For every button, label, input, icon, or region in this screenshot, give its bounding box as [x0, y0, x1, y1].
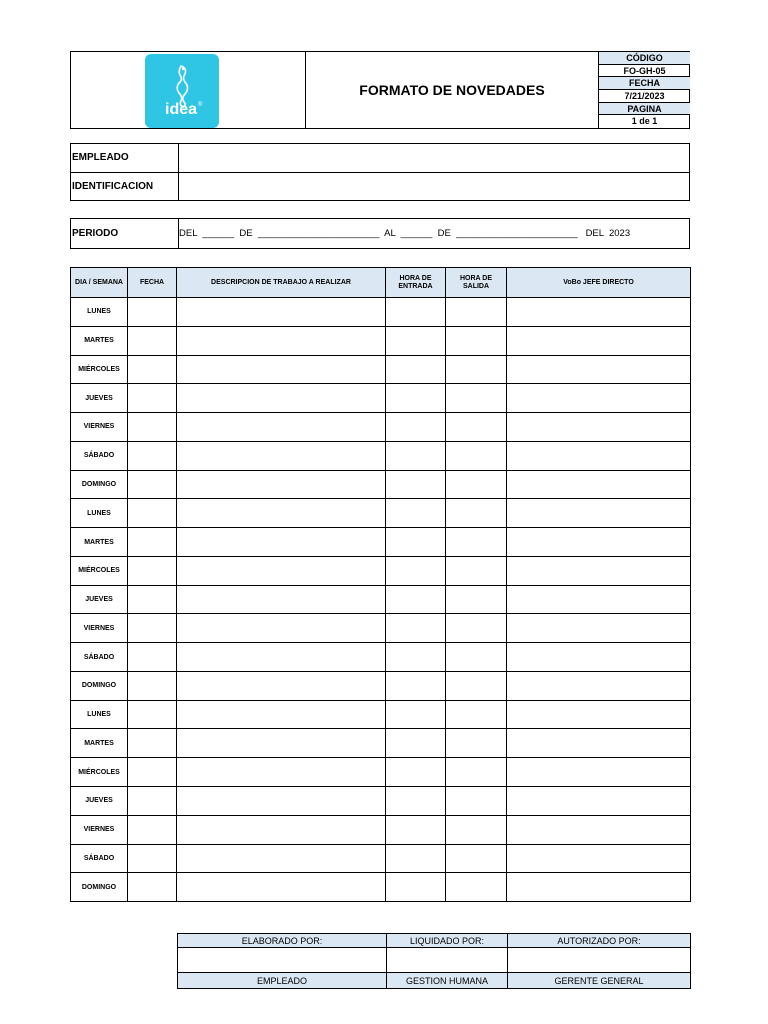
code-label: CÓDIGO — [599, 52, 690, 65]
description-cell[interactable] — [177, 815, 386, 844]
date-cell[interactable] — [128, 815, 177, 844]
exit-time-cell[interactable] — [446, 470, 507, 499]
approval-cell[interactable] — [507, 758, 691, 787]
description-cell[interactable] — [177, 585, 386, 614]
table-row — [71, 585, 691, 614]
authorized-by-label: AUTORIZADO POR: — [508, 934, 691, 948]
date-cell[interactable] — [128, 873, 177, 902]
approval-cell[interactable] — [507, 298, 691, 327]
exit-time-cell[interactable] — [446, 355, 507, 384]
employee-name-label: EMPLEADO — [72, 144, 179, 172]
approval-cell[interactable] — [507, 844, 691, 873]
exit-time-cell[interactable] — [446, 729, 507, 758]
entry-time-cell[interactable] — [386, 787, 446, 816]
exit-time-cell[interactable] — [446, 671, 507, 700]
table-row — [71, 298, 691, 327]
day-cell: JUEVES — [71, 384, 128, 413]
entry-time-cell[interactable] — [386, 671, 446, 700]
table-row — [71, 787, 691, 816]
day-cell: MARTES — [71, 528, 128, 557]
entry-time-cell[interactable] — [386, 355, 446, 384]
entry-time-cell[interactable] — [386, 873, 446, 902]
entry-time-cell[interactable] — [386, 326, 446, 355]
description-cell[interactable] — [177, 758, 386, 787]
description-cell[interactable] — [177, 844, 386, 873]
employee-section — [70, 143, 690, 201]
header-exit-time: HORA DE SALIDA — [446, 268, 507, 298]
employee-role: EMPLEADO — [178, 973, 387, 989]
prepared-by-signature[interactable] — [178, 948, 387, 973]
table-row — [71, 700, 691, 729]
description-cell[interactable] — [177, 355, 386, 384]
date-cell[interactable] — [128, 844, 177, 873]
exit-time-cell[interactable] — [446, 413, 507, 442]
description-cell[interactable] — [177, 614, 386, 643]
entry-time-cell[interactable] — [386, 758, 446, 787]
signature-header-row — [178, 934, 691, 948]
entry-time-cell[interactable] — [386, 729, 446, 758]
table-row — [71, 556, 691, 585]
approval-cell[interactable] — [507, 556, 691, 585]
code-value: FO-GH-05 — [599, 65, 690, 78]
date-cell[interactable] — [128, 326, 177, 355]
description-cell[interactable] — [177, 298, 386, 327]
date-cell[interactable] — [128, 787, 177, 816]
day-cell: DOMINGO — [71, 873, 128, 902]
description-cell[interactable] — [177, 528, 386, 557]
header-entry-time: HORA DE ENTRADA — [386, 268, 446, 298]
entry-time-cell[interactable] — [386, 441, 446, 470]
document-control-box — [598, 52, 690, 128]
exit-time-cell[interactable] — [446, 298, 507, 327]
description-cell[interactable] — [177, 671, 386, 700]
description-cell[interactable] — [177, 643, 386, 672]
approval-cell[interactable] — [507, 815, 691, 844]
exit-time-cell[interactable] — [446, 556, 507, 585]
date-label: FECHA — [599, 77, 690, 90]
table-row — [71, 470, 691, 499]
date-cell[interactable] — [128, 643, 177, 672]
period-line[interactable]: DEL ______ DE _______________________ AL ______ DE _______________________ DEL 2023 — [179, 228, 631, 239]
day-cell: LUNES — [71, 298, 128, 327]
day-cell: MIÉRCOLES — [71, 556, 128, 585]
period-section — [70, 218, 690, 249]
exit-time-cell[interactable] — [446, 441, 507, 470]
prepared-by-label: ELABORADO POR: — [178, 934, 387, 948]
description-cell[interactable] — [177, 326, 386, 355]
general-manager-role: GERENTE GENERAL — [508, 973, 691, 989]
approval-cell[interactable] — [507, 585, 691, 614]
date-value: 7/21/2023 — [599, 90, 690, 103]
table-row — [71, 671, 691, 700]
date-cell[interactable] — [128, 528, 177, 557]
period-label: PERIODO — [72, 219, 179, 248]
header-description: DESCRIPCION DE TRABAJO A REALIZAR — [177, 268, 386, 298]
approval-cell[interactable] — [507, 470, 691, 499]
employee-name-row[interactable] — [71, 144, 689, 173]
employee-id-label: IDENTIFICACION — [72, 173, 179, 202]
settled-by-signature[interactable] — [387, 948, 508, 973]
day-cell: SÁBADO — [71, 643, 128, 672]
document-header — [70, 51, 690, 129]
table-row — [71, 614, 691, 643]
approval-cell[interactable] — [507, 729, 691, 758]
date-cell[interactable] — [128, 470, 177, 499]
entry-time-cell[interactable] — [386, 700, 446, 729]
table-row — [71, 441, 691, 470]
date-cell[interactable] — [128, 355, 177, 384]
approval-cell[interactable] — [507, 355, 691, 384]
date-cell[interactable] — [128, 700, 177, 729]
entry-time-cell[interactable] — [386, 413, 446, 442]
description-cell[interactable] — [177, 873, 386, 902]
approval-cell[interactable] — [507, 528, 691, 557]
description-cell[interactable] — [177, 470, 386, 499]
entry-time-cell[interactable] — [386, 384, 446, 413]
day-cell: DOMINGO — [71, 470, 128, 499]
day-cell: VIERNES — [71, 614, 128, 643]
signature-table — [177, 933, 691, 989]
exit-time-cell[interactable] — [446, 499, 507, 528]
table-row — [71, 528, 691, 557]
table-row — [71, 758, 691, 787]
date-cell[interactable] — [128, 556, 177, 585]
approval-cell[interactable] — [507, 326, 691, 355]
day-cell: MIÉRCOLES — [71, 758, 128, 787]
approval-cell[interactable] — [507, 671, 691, 700]
day-cell: SÁBADO — [71, 441, 128, 470]
approval-cell[interactable] — [507, 499, 691, 528]
signature-space-row — [178, 948, 691, 973]
entry-time-cell[interactable] — [386, 470, 446, 499]
exit-time-cell[interactable] — [446, 585, 507, 614]
day-cell: DOMINGO — [71, 671, 128, 700]
table-row — [71, 355, 691, 384]
company-logo — [145, 54, 219, 128]
description-cell[interactable] — [177, 787, 386, 816]
table-row — [71, 873, 691, 902]
day-cell: VIERNES — [71, 413, 128, 442]
date-cell[interactable] — [128, 614, 177, 643]
date-cell[interactable] — [128, 413, 177, 442]
table-row — [71, 413, 691, 442]
approval-cell[interactable] — [507, 873, 691, 902]
exit-time-cell[interactable] — [446, 758, 507, 787]
approval-cell[interactable] — [507, 700, 691, 729]
table-row — [71, 815, 691, 844]
page-value: 1 de 1 — [631, 116, 658, 127]
entry-time-cell[interactable] — [386, 298, 446, 327]
day-cell: MIÉRCOLES — [71, 355, 128, 384]
table-header-row — [71, 268, 691, 298]
authorized-by-signature[interactable] — [508, 948, 691, 973]
approval-cell[interactable] — [507, 614, 691, 643]
exit-time-cell[interactable] — [446, 326, 507, 355]
settled-by-label: LIQUIDADO POR: — [387, 934, 508, 948]
approval-cell[interactable] — [507, 643, 691, 672]
entry-time-cell[interactable] — [386, 556, 446, 585]
employee-id-row[interactable] — [71, 173, 689, 202]
description-cell[interactable] — [177, 556, 386, 585]
entry-time-cell[interactable] — [386, 643, 446, 672]
header-day: DIA / SEMANA — [71, 268, 128, 298]
day-cell: JUEVES — [71, 585, 128, 614]
date-cell[interactable] — [128, 499, 177, 528]
svg-text:idea: idea — [165, 101, 198, 118]
description-cell[interactable] — [177, 441, 386, 470]
day-cell: MARTES — [71, 729, 128, 758]
table-row — [71, 326, 691, 355]
day-cell: LUNES — [71, 700, 128, 729]
table-row — [71, 643, 691, 672]
entry-time-cell[interactable] — [386, 528, 446, 557]
approval-cell[interactable] — [507, 413, 691, 442]
date-cell[interactable] — [128, 729, 177, 758]
day-cell: LUNES — [71, 499, 128, 528]
logo-cell — [71, 52, 306, 128]
approval-cell[interactable] — [507, 441, 691, 470]
header-date: FECHA — [128, 268, 177, 298]
day-cell: MARTES — [71, 326, 128, 355]
entry-time-cell[interactable] — [386, 844, 446, 873]
work-log-table — [70, 267, 691, 902]
table-row — [71, 384, 691, 413]
svg-text:®: ® — [198, 102, 203, 108]
header-approval: VoBo JEFE DIRECTO — [507, 268, 691, 298]
date-cell[interactable] — [128, 384, 177, 413]
day-cell: JUEVES — [71, 787, 128, 816]
exit-time-cell[interactable] — [446, 873, 507, 902]
date-cell[interactable] — [128, 758, 177, 787]
entry-time-cell[interactable] — [386, 499, 446, 528]
date-cell[interactable] — [128, 585, 177, 614]
description-cell[interactable] — [177, 413, 386, 442]
signature-footer-row — [178, 973, 691, 989]
table-row — [71, 844, 691, 873]
exit-time-cell[interactable] — [446, 643, 507, 672]
exit-time-cell[interactable] — [446, 815, 507, 844]
entry-time-cell[interactable] — [386, 614, 446, 643]
description-cell[interactable] — [177, 499, 386, 528]
hr-role: GESTION HUMANA — [387, 973, 508, 989]
page-label: PAGINA — [599, 103, 690, 116]
exit-time-cell[interactable] — [446, 528, 507, 557]
date-cell[interactable] — [128, 441, 177, 470]
date-cell[interactable] — [128, 671, 177, 700]
date-cell[interactable] — [128, 298, 177, 327]
exit-time-cell[interactable] — [446, 787, 507, 816]
exit-time-cell[interactable] — [446, 384, 507, 413]
approval-cell[interactable] — [507, 787, 691, 816]
approval-cell[interactable] — [507, 384, 691, 413]
description-cell[interactable] — [177, 729, 386, 758]
day-cell: VIERNES — [71, 815, 128, 844]
table-row — [71, 729, 691, 758]
description-cell[interactable] — [177, 384, 386, 413]
description-cell[interactable] — [177, 700, 386, 729]
exit-time-cell[interactable] — [446, 614, 507, 643]
seahorse-logo-icon — [145, 54, 219, 128]
day-cell: SÁBADO — [71, 844, 128, 873]
document-title: FORMATO DE NOVEDADES — [359, 82, 545, 98]
exit-time-cell[interactable] — [446, 700, 507, 729]
entry-time-cell[interactable] — [386, 585, 446, 614]
table-row — [71, 499, 691, 528]
entry-time-cell[interactable] — [386, 815, 446, 844]
exit-time-cell[interactable] — [446, 844, 507, 873]
